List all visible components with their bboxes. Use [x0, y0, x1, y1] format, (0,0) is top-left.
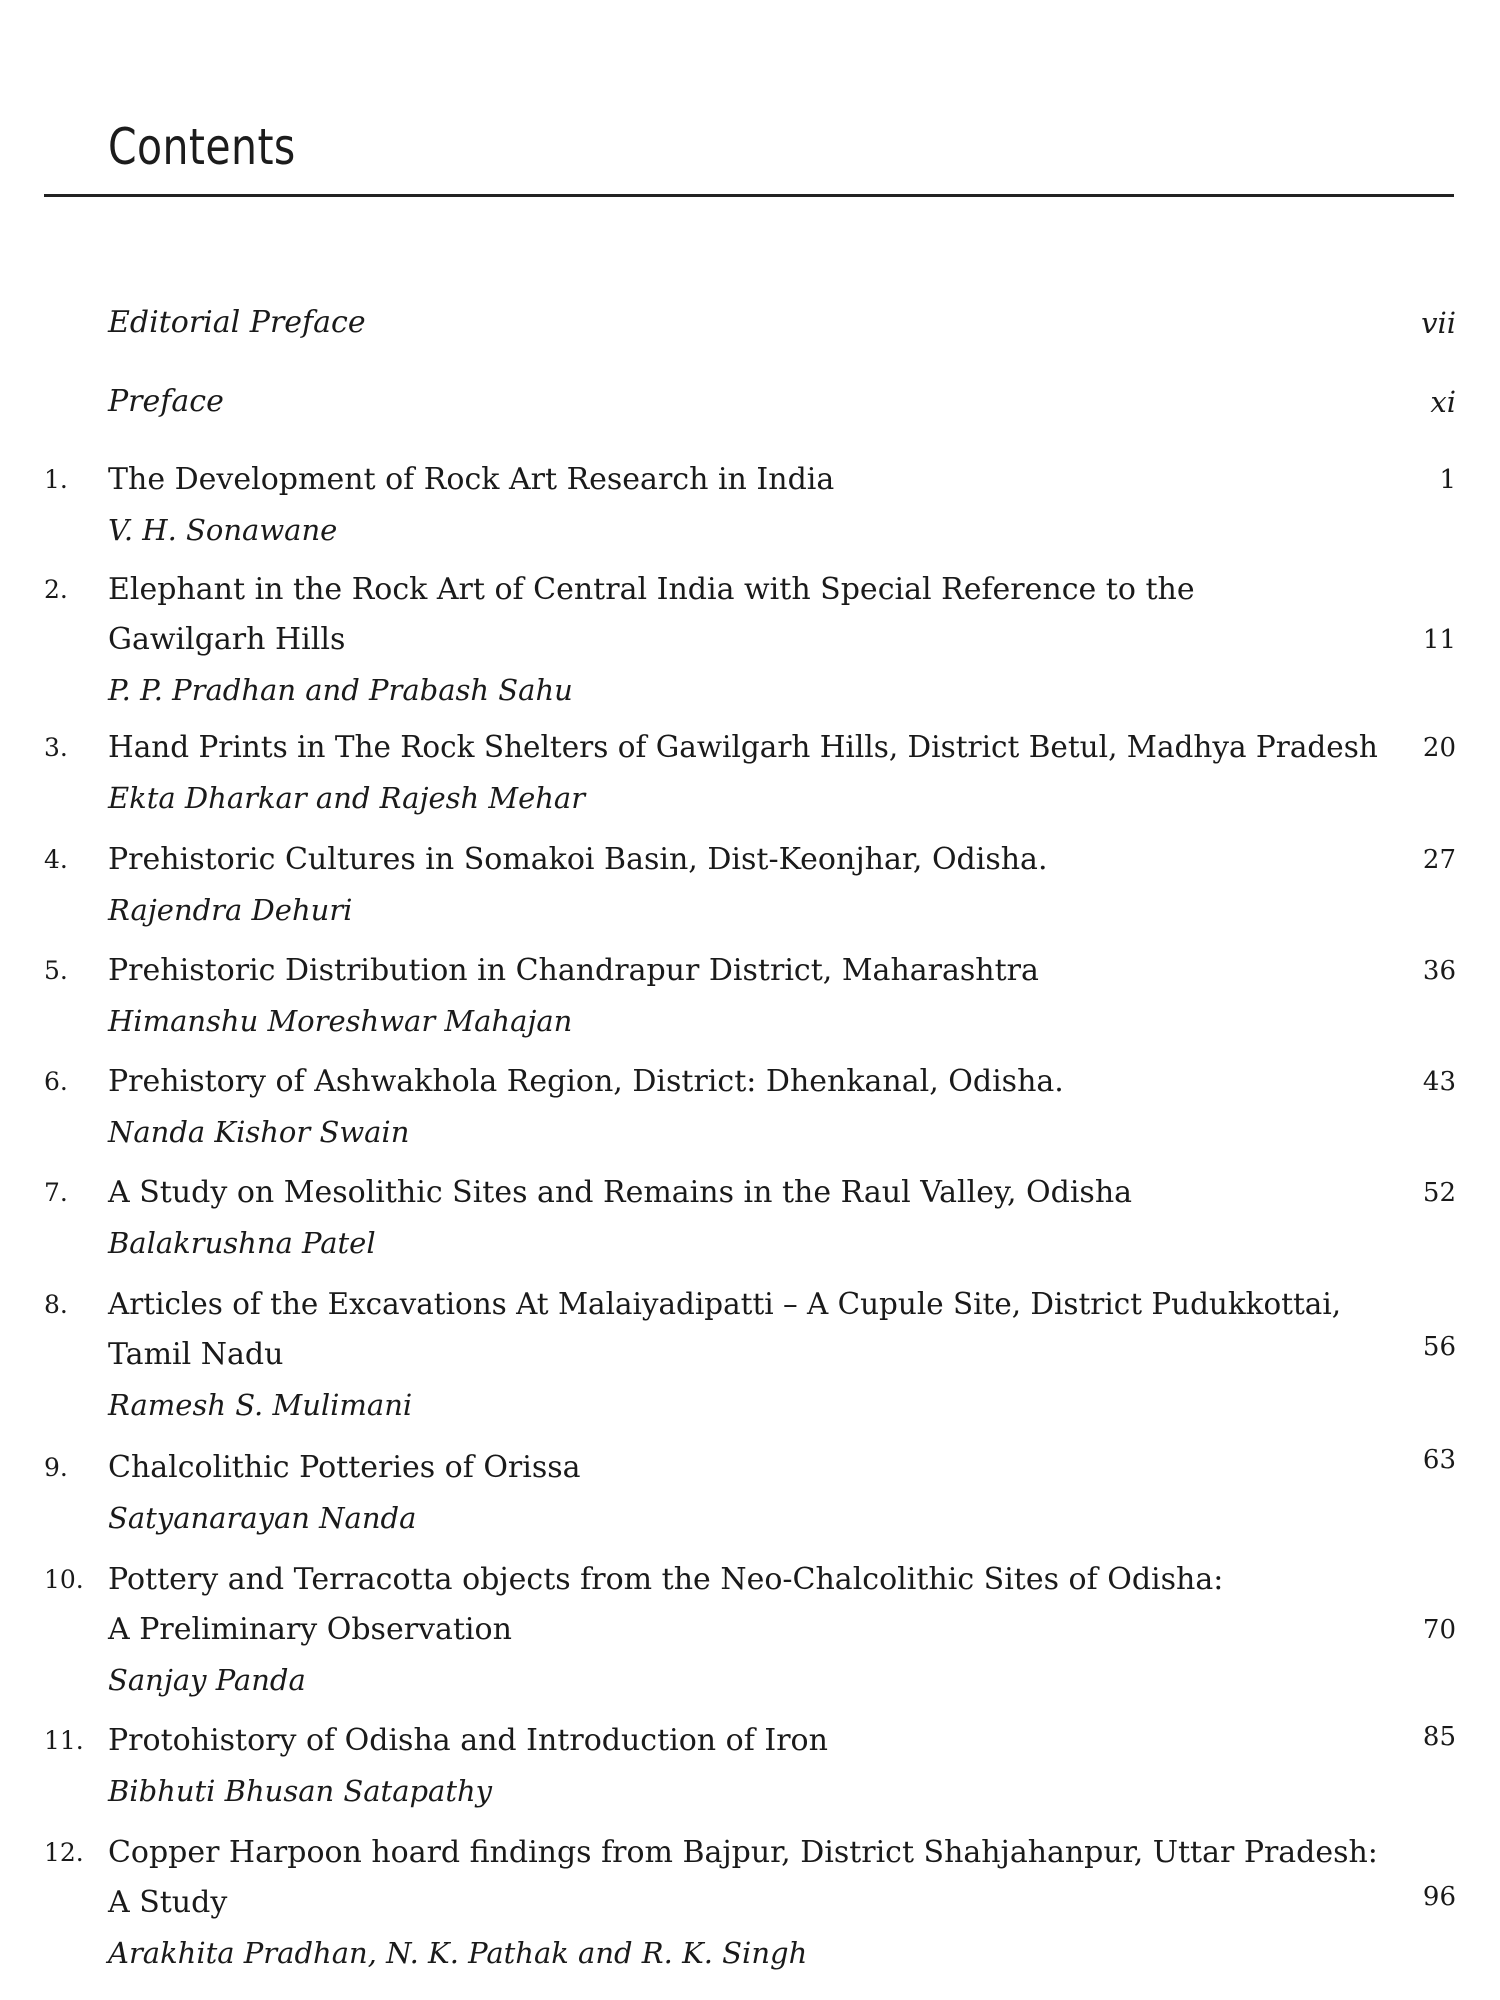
entry-page-number: xi: [1430, 385, 1456, 419]
entry-author: P. P. Pradhan and Prabash Sahu: [108, 673, 573, 707]
title-rule: [44, 194, 1454, 197]
entry-author: Ekta Dharkar and Rajesh Mehar: [108, 781, 586, 815]
entry-author: Ramesh S. Mulimani: [108, 1388, 413, 1422]
entry-number: 9.: [44, 1453, 68, 1482]
entry-body: [108, 565, 1378, 715]
entry-author: Arakhita Pradhan, N. K. Pathak and R. K. Singh: [108, 1936, 808, 1970]
entry-body: [108, 835, 1378, 935]
entry-body: [108, 1280, 1378, 1430]
entry-title-line-2: Tamil Nadu: [108, 1337, 284, 1372]
entry-body: [108, 723, 1378, 823]
entry-page-number: 56: [1422, 1332, 1456, 1362]
entry-number: 7.: [44, 1178, 68, 1207]
entry-page-number: 11: [1422, 625, 1456, 655]
entry-author: Bibhuti Bhusan Satapathy: [108, 1774, 493, 1808]
entry-body: [108, 377, 1378, 427]
entry-body: [108, 1168, 1378, 1268]
entry-page-number: 96: [1422, 1882, 1456, 1912]
entry-body: [108, 1443, 1378, 1543]
entry-number: 8.: [44, 1290, 68, 1319]
entry-title: Prehistoric Cultures in Somakoi Basin, Dist-Keonjhar, Odisha.: [108, 842, 1048, 877]
entry-number: 12.: [44, 1838, 84, 1867]
entry-body: [108, 1716, 1378, 1816]
entry-title: Prehistoric Distribution in Chandrapur District, Maharashtra: [108, 953, 1039, 988]
entry-body: [108, 455, 1378, 555]
entry-number: 1.: [44, 465, 68, 494]
entry-number: 2.: [44, 575, 68, 604]
entry-title: Prehistory of Ashwakhola Region, District: Dhenkanal, Odisha.: [108, 1064, 1064, 1099]
entry-title-line-1: Elephant in the Rock Art of Central India with Special Reference to the: [108, 572, 1195, 607]
entry-body: [108, 298, 1378, 348]
entry-title-line-1: Copper Harpoon hoard findings from Bajpur, District Shahjahanpur, Uttar Pradesh:: [108, 1835, 1378, 1870]
entry-number: 3.: [44, 733, 68, 762]
entry-page-number: 27: [1422, 845, 1456, 875]
entry-title: Protohistory of Odisha and Introduction of Iron: [108, 1723, 828, 1758]
entry-author: Rajendra Dehuri: [108, 893, 353, 927]
entry-body: [108, 946, 1378, 1046]
entry-title-line-2: A Study: [108, 1885, 228, 1920]
entry-title: The Development of Rock Art Research in India: [108, 462, 835, 497]
entry-page-number: 36: [1422, 956, 1456, 986]
entry-author: Balakrushna Patel: [108, 1226, 376, 1260]
entry-title-line-2: A Preliminary Observation: [108, 1612, 512, 1647]
entry-number: 4.: [44, 845, 68, 874]
entry-page-number: vii: [1421, 306, 1456, 340]
entry-title-line-1: Pottery and Terracotta objects from the Neo-Chalcolithic Sites of Odisha:: [108, 1562, 1224, 1597]
entry-title: Hand Prints in The Rock Shelters of Gawilgarh Hills, District Betul, Madhya Pradesh: [108, 730, 1378, 765]
entry-number: 11.: [44, 1726, 84, 1755]
entry-title-line-2: Gawilgarh Hills: [108, 622, 346, 657]
entry-page-number: 63: [1422, 1445, 1456, 1475]
entry-title: Editorial Preface: [108, 305, 366, 340]
entry-author: Nanda Kishor Swain: [108, 1115, 410, 1149]
entry-number: 10.: [44, 1565, 84, 1594]
entry-author: V. H. Sonawane: [108, 513, 338, 547]
entry-author: Sanjay Panda: [108, 1663, 306, 1697]
entry-body: [108, 1057, 1378, 1157]
page-title: Contents: [108, 118, 296, 176]
entry-number: 6.: [44, 1067, 68, 1096]
entry-title-line-1: Articles of the Excavations At Malaiyadipatti – A Cupule Site, District Pudukkottai,: [108, 1287, 1342, 1322]
entry-page-number: 52: [1422, 1178, 1456, 1208]
entry-body: [108, 1555, 1378, 1705]
entry-author: Satyanarayan Nanda: [108, 1501, 417, 1535]
entry-page-number: 1: [1439, 465, 1456, 495]
entry-page-number: 20: [1422, 733, 1456, 763]
entry-page-number: 85: [1422, 1722, 1456, 1752]
entry-number: 5.: [44, 956, 68, 985]
entry-title: Chalcolithic Potteries of Orissa: [108, 1450, 581, 1485]
entry-page-number: 70: [1422, 1615, 1456, 1645]
entry-title: A Study on Mesolithic Sites and Remains in the Raul Valley, Odisha: [108, 1175, 1133, 1210]
entry-page-number: 43: [1422, 1067, 1456, 1097]
entry-body: [108, 1828, 1378, 1978]
entry-author: Himanshu Moreshwar Mahajan: [108, 1004, 573, 1038]
entry-title: Preface: [108, 384, 224, 419]
